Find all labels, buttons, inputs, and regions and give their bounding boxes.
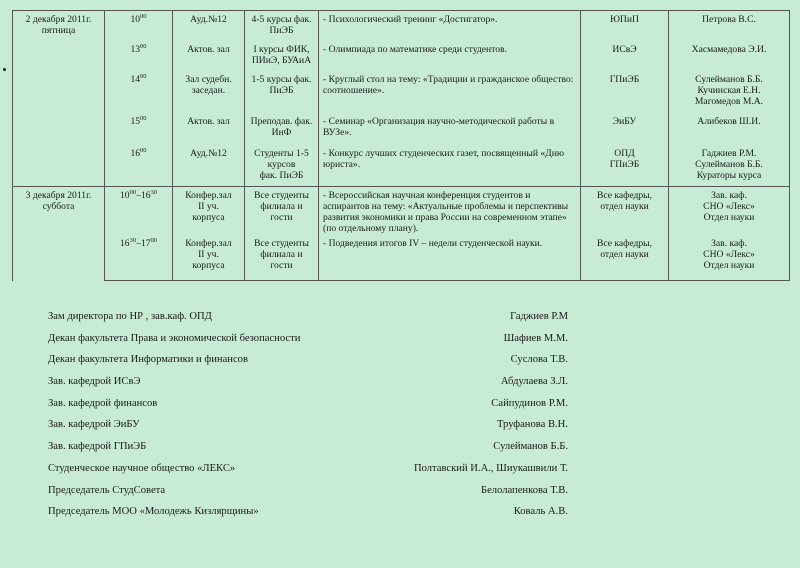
event-description-cell: - Подведения итогов IV – недели студенческой науки. — [319, 235, 581, 281]
schedule-table — [12, 10, 790, 281]
time-hour: 16 — [130, 147, 141, 159]
time-minutes: 00 — [140, 72, 147, 80]
signatory-position: Декан факультета Права и экономической безопасности — [48, 332, 301, 344]
signatures-block — [48, 311, 568, 528]
signatory-name: Труфанова В.Н. — [496, 419, 568, 431]
department-cell: ОПД ГПиЭБ — [581, 145, 669, 187]
participants-cell: I курсы ФИК, ПИиЭ, БУАиА — [245, 41, 319, 71]
participants-cell: Преподав. фак. ИнФ — [245, 113, 319, 145]
signature-row — [48, 354, 568, 376]
day-date: 3 декабря 2011г. суббота — [25, 190, 92, 212]
department-cell: ЭиБУ — [581, 113, 669, 145]
event-description-cell: - Семинар «Организация научно-методической работы в ВУЗе». — [319, 113, 581, 145]
signatory-position: Декан факультета Информатики и финансов — [48, 354, 248, 366]
department-cell: ИСвЭ — [581, 41, 669, 71]
time-hour: 16 — [120, 237, 130, 249]
department-cell: Все кафедры, отдел науки — [581, 235, 669, 281]
signature-row — [48, 485, 568, 507]
time-range-sep: – — [136, 190, 141, 201]
signatory-name: Шафиев М.М. — [503, 332, 568, 344]
participants-cell: 4-5 курсы фак. ПиЭБ — [245, 11, 319, 41]
responsible-cell: Зав. каф. СНО «Лекс» Отдел науки — [669, 235, 790, 281]
signatory-position: Зав. кафедрой финансов — [48, 397, 158, 409]
signatory-position: Зав. кафедрой ГПиЭБ — [48, 441, 147, 453]
time-hour: 15 — [130, 115, 141, 127]
department-cell: ГПиЭБ — [581, 71, 669, 113]
time-cell — [105, 113, 173, 145]
signatory-name: Сулейманов Б.Б. — [493, 441, 568, 453]
venue-cell: Ауд.№12 — [173, 11, 245, 41]
responsible-cell: Зав. каф. СНО «Лекс» Отдел науки — [669, 187, 790, 235]
time-cell — [105, 11, 173, 41]
schedule-row — [13, 145, 790, 187]
signature-row — [48, 333, 568, 355]
time-cell — [105, 71, 173, 113]
signature-row — [48, 311, 568, 333]
event-description-cell: - Олимпиада по математике среди студентов. — [319, 41, 581, 71]
signatory-position: Зав. кафедрой ЭиБУ — [48, 419, 140, 431]
signatory-position: Зам директора по НР , зав.каф. ОПД — [48, 311, 212, 322]
time-hour: 13 — [130, 43, 141, 55]
time-range-sep: – — [136, 237, 141, 249]
scan-speck — [3, 68, 6, 71]
time-cell — [105, 145, 173, 187]
responsible-cell: Петрова В.С. — [669, 11, 790, 41]
time-hour-end: 17 — [140, 237, 151, 249]
event-description-cell: - Всероссийская научная конференция студентов и аспирантов на тему: «Актуальные проблемы и перспективы развития экономики и права России на современном этапе» (по отдельному плану). — [319, 187, 581, 235]
signature-row — [48, 441, 568, 463]
signatory-position: Зав. кафедрой ИСвЭ — [48, 376, 141, 388]
time-hour: 10 — [120, 190, 130, 201]
signature-row — [48, 419, 568, 441]
signature-row — [48, 463, 568, 485]
signatory-name: Суслова Т.В. — [510, 354, 568, 366]
event-description-cell: - Психологический тренинг «Достигатор». — [319, 11, 581, 41]
signatory-name: Белолапенкова Т.В. — [480, 484, 568, 496]
department-cell: Все кафедры, отдел науки — [581, 187, 669, 235]
time-hour: 10 — [130, 14, 141, 25]
day-date-cell — [13, 187, 105, 281]
signature-row — [48, 398, 568, 420]
time-minutes: 00 — [129, 188, 137, 196]
department-cell: ЮПиП — [581, 11, 669, 41]
time-cell — [105, 187, 173, 235]
time-minutes: 00 — [140, 146, 147, 154]
signatory-name: Сайпудинов Р.М. — [491, 397, 568, 409]
time-hour-end: 16 — [140, 190, 151, 201]
signatory-position: Председатель СтудСовета — [48, 484, 166, 496]
time-cell — [105, 41, 173, 71]
participants-cell: Все студенты филиала и гости — [245, 187, 319, 235]
participants-cell: 1-5 курсы фак. ПиЭБ — [245, 71, 319, 113]
signatory-position: Студенческое научное общество «ЛЕКС» — [48, 462, 236, 474]
responsible-cell: Алибеков Ш.И. — [669, 113, 790, 145]
venue-cell: Ауд.№12 — [173, 145, 245, 187]
schedule-row — [13, 71, 790, 113]
time-cell — [105, 235, 173, 281]
time-minutes: 00 — [140, 42, 147, 50]
time-minutes-end: 00 — [150, 236, 157, 244]
signatory-name: Гаджиев Р.М — [510, 311, 568, 322]
time-minutes-end: 30 — [150, 188, 157, 196]
signatory-name: Абдулаева З.Л. — [500, 376, 568, 388]
time-minutes: 30 — [129, 236, 137, 244]
schedule-row — [13, 113, 790, 145]
venue-cell: Конфер.зал II уч. корпуса — [173, 235, 245, 281]
event-description-cell: - Круглый стол на тему: «Традиции и гражданское общество: соотношение». — [319, 71, 581, 113]
signatory-name: Коваль А.В. — [513, 506, 568, 518]
responsible-cell: Хасмамедова Э.И. — [669, 41, 790, 71]
venue-cell: Конфер.зал II уч. корпуса — [173, 187, 245, 235]
day-date: 2 декабря 2011г. пятница — [25, 14, 92, 36]
time-hour: 14 — [130, 73, 141, 85]
responsible-cell: Гаджиев Р.М. Сулейманов Б.Б. Кураторы курса — [669, 145, 790, 187]
signatory-position: Председатель МОО «Молодежь Кизлярщины» — [48, 506, 259, 518]
venue-cell: Актов. зал — [173, 113, 245, 145]
participants-cell: Студенты 1-5 курсов фак. ПиЭБ — [245, 145, 319, 187]
time-minutes: 00 — [140, 114, 147, 122]
schedule-row — [13, 41, 790, 71]
time-minutes: 00 — [140, 12, 147, 20]
venue-cell: Актов. зал — [173, 41, 245, 71]
schedule-row — [13, 11, 790, 41]
schedule-row — [13, 187, 790, 235]
signature-row — [48, 376, 568, 398]
responsible-cell: Сулейманов Б.Б. Кучинская Е.Н. Магомедов М.А. — [669, 71, 790, 113]
event-description-cell: - Конкурс лучших студенческих газет, посвященный «Дню юриста». — [319, 145, 581, 187]
venue-cell: Зал судебн. заседан. — [173, 71, 245, 113]
participants-cell: Все студенты филиала и гости — [245, 235, 319, 281]
day-date-cell — [13, 11, 105, 187]
signatory-name: Полтавский И.А., Шиукашвили Т. — [413, 462, 568, 474]
signature-row — [48, 506, 568, 528]
schedule-row — [13, 235, 790, 281]
